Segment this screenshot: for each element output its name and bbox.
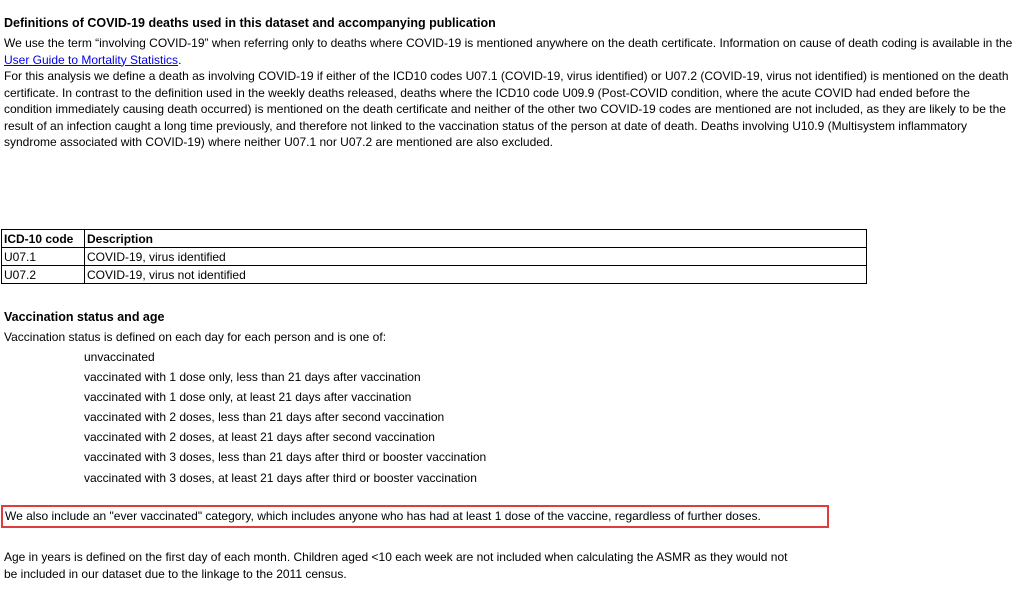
definitions-body (4, 35, 1020, 151)
definitions-paragraph-1 (4, 35, 1020, 68)
table-row (2, 266, 867, 284)
definitions-paragraph-1-end: . (178, 52, 182, 67)
table-cell-description: COVID-19, virus not identified (85, 266, 867, 284)
column-header-code: ICD-10 code (2, 230, 85, 248)
vaccination-status-list (84, 347, 486, 488)
ever-vaccinated-highlight: We also include an "ever vaccinated" category, which includes anyone who has had at least 1 dose of the vaccine, regardless of further doses. (1, 505, 829, 528)
list-item: vaccinated with 1 dose only, at least 21 days after vaccination (84, 390, 412, 405)
list-item: vaccinated with 2 doses, at least 21 days after second vaccination (84, 430, 435, 445)
table-header-row (2, 230, 867, 248)
user-guide-link[interactable]: User Guide to Mortality Statistics (4, 52, 179, 67)
list-item: unvaccinated (84, 350, 155, 364)
list-item: vaccinated with 2 doses, less than 21 days after second vaccination (84, 410, 445, 425)
age-definition-line-1: Age in years is defined on the first day of each month. Children aged <10 each week are not included when calculating the ASMR as they would not (4, 550, 788, 564)
table-cell-description: COVID-19, virus identified (85, 248, 867, 266)
age-definition-line-2: be included in our dataset due to the linkage to the 2011 census. (4, 567, 347, 581)
list-item: vaccinated with 1 dose only, less than 21 days after vaccination (84, 370, 421, 385)
definitions-paragraph-2: For this analysis we define a death as involving COVID-19 if either of the ICD10 codes U07.1 (COVID-19, virus identified) or U07.2 (COVID-19, virus not identified) is mentioned on the death certificate. In contrast to the definition used in the weekly deaths released, deaths where the ICD10 code U09.9 (Post-COVID condition, where the acute COVID had ended before the condition immediately causing death occurred) is mentioned on the death certificate and neither of the other two COVID-19 codes are mentioned are not included, as they are likely to be the result of an infection caught a long time previously, and therefore not linked to the vaccination status of the person at date of death. Deaths involving U10.9 (Multisystem inflammatory syndrome associated with COVID-19) where neither U07.1 nor U07.2 are mentioned are also excluded. (4, 69, 1009, 149)
vaccination-intro: Vaccination status is defined on each day for each person and is one of: (4, 330, 387, 344)
table-cell-code: U07.2 (2, 266, 85, 284)
icd10-codes-table (1, 229, 867, 284)
definitions-heading: Definitions of COVID-19 deaths used in this dataset and accompanying publication (4, 16, 496, 30)
list-item: vaccinated with 3 doses, less than 21 days after third or booster vaccination (84, 450, 487, 465)
table-row (2, 248, 867, 266)
list-item: vaccinated with 3 doses, at least 21 days after third or booster vaccination (84, 470, 477, 485)
vaccination-heading: Vaccination status and age (4, 310, 165, 324)
table-cell-code: U07.1 (2, 248, 85, 266)
column-header-description: Description (85, 230, 867, 248)
definitions-paragraph-1-text: We use the term “involving COVID-19” when referring only to deaths where COVID-19 is mentioned anywhere on the death certificate. Information on cause of death coding is available in the (4, 36, 1013, 50)
